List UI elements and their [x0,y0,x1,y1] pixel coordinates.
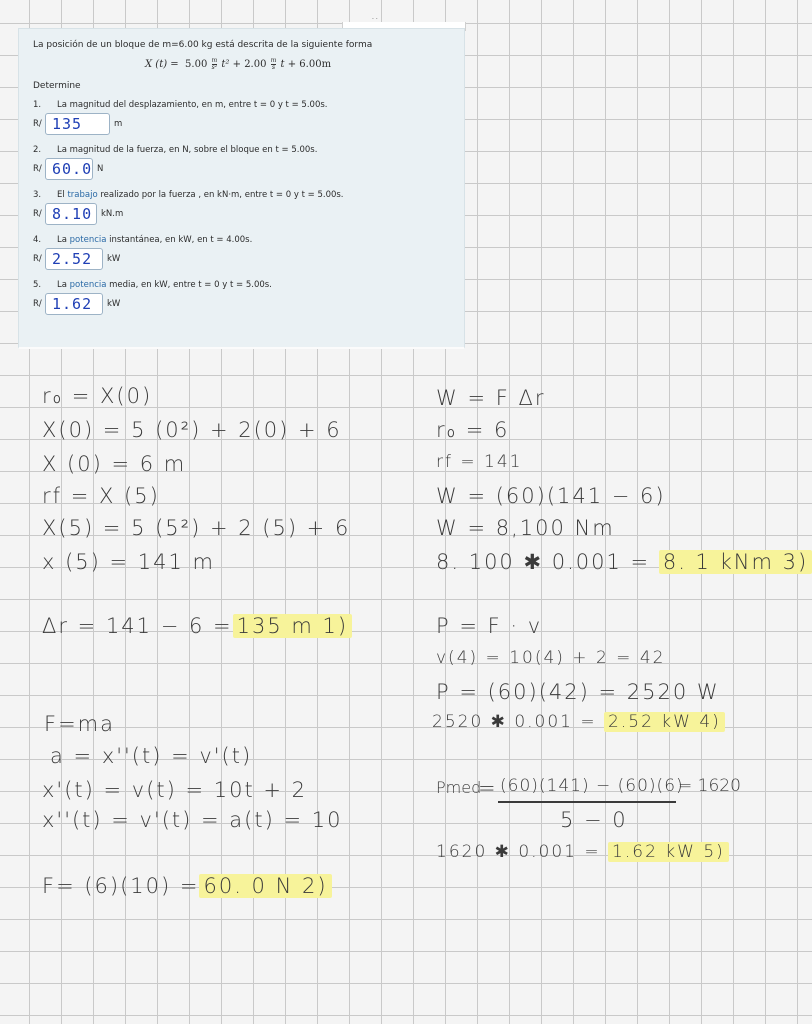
formula-c2: 2.00 [244,59,267,70]
determine-label: Determine [33,81,81,91]
hw-left-line-8: F=ma [44,712,115,736]
formula-unit2-den: s [271,64,276,71]
answer-input-3[interactable]: 8.10 [45,203,97,225]
hw-left-line-7 [42,614,352,638]
hw-power-conversion: 2520 ✱ 0.001 = [432,712,597,732]
answer-unit: kW [107,299,121,309]
answer-input-1[interactable]: 135 [45,113,110,135]
question-text-post: instantánea, en kW, en t = 4.00s. [106,235,253,245]
hw-right-line-6 [436,550,812,574]
hw-right-line-10 [432,712,725,732]
hw-right-line-5: W = 8,100 Nm [436,516,615,540]
question-number: 2. [33,145,42,155]
answer-unit: N [97,164,104,174]
tab-dots: · · [372,16,378,23]
hw-left-line-9: a = x''(t) = v'(t) [50,744,253,768]
hw-right-line-4: W = (60)(141 − 6) [436,484,666,508]
answer-input-5[interactable]: 1.62 [45,293,103,315]
answer-prefix: R/ [33,164,42,174]
trabajo-link[interactable]: trabajo [67,190,98,200]
question-number: 4. [33,235,42,245]
answer-prefix: R/ [33,209,42,219]
formula-unit1-den: s² [211,64,218,71]
hw-left-line-2: X(0) = 5 (0²) + 2(0) + 6 [42,418,342,442]
hw-left-line-3: X (0) = 6 m [42,452,187,476]
hw-right-line-8: v(4) = 10(4) + 2 = 42 [436,648,666,668]
answer-unit: m [114,119,123,129]
question-text-post: realizado por la fuerza , en kN·m, entre t = 0 y t = 5.00s. [97,190,344,200]
hw-left-line-1: r₀ = X(0) [42,384,153,408]
formula-t1: t² [221,59,230,70]
answer-4-highlight: 2.52 kW 4) [604,712,725,732]
hw-pmed-symbol: Pmed [436,778,482,797]
answer-2-highlight: 60. 0 N 2) [199,874,331,898]
hw-right-line-12 [436,842,729,862]
hw-right-line-9: P = (60)(42) = 2520 W [436,680,720,704]
formula-plus1: + [232,59,241,70]
question-number: 3. [33,190,42,200]
answer-5-highlight: 1.62 kW 5) [608,842,729,862]
hw-work-conversion: 8. 100 ✱ 0.001 = [436,550,651,574]
question-number: 1. [33,100,42,110]
hw-pmed-result: = 1620 [678,776,741,796]
question-2 [33,145,317,155]
formula-lhs: X (t) = [145,59,179,70]
answer-input-4[interactable]: 2.52 [45,248,103,270]
hw-left-line-11: x''(t) = v'(t) = a(t) = 10 [42,808,343,832]
answer-1-highlight: 135 m 1) [233,614,352,638]
potencia-link[interactable]: potencia [69,235,107,245]
hw-left-line-4: rf = X (5) [42,484,160,508]
answer-input-2[interactable]: 60.0 [45,158,93,180]
hw-displacement-calc: Δr = 141 − 6 = [42,614,233,638]
question-text: La magnitud de la fuerza, en N, sobre el bloque en t = 5.00s. [57,145,318,155]
formula-c1: 5.00 [185,59,208,70]
hw-pmed-equals: = [478,776,498,800]
question-number: 5. [33,280,42,290]
question-4 [33,235,252,245]
position-formula [145,58,331,71]
hw-right-line-7: P = F · v [436,614,543,638]
question-1 [33,100,327,110]
hw-right-line-3: rf = 141 [436,452,523,472]
hw-pmed-numerator: (60)(141) − (60)(6) [500,776,684,796]
answer-unit: kN.m [101,209,124,219]
question-5 [33,280,272,290]
problem-intro: La posición de un bloque de m=6.00 kg está descrita de la siguiente forma [33,40,373,50]
hw-left-line-12 [42,874,332,898]
question-text-pre: El [57,190,68,200]
hw-pmed-denominator: 5 − 0 [560,808,628,832]
answer-3-highlight: 8. 1 kNm 3) [659,550,812,574]
formula-tail: + 6.00m [287,59,332,70]
formula-unit1-num: m [211,57,218,64]
hw-left-line-5: X(5) = 5 (5²) + 2 (5) + 6 [42,516,351,540]
problem-card [18,28,465,349]
answer-prefix: R/ [33,254,42,264]
formula-unit1 [212,58,218,71]
question-3 [33,190,344,200]
hw-left-line-10: x'(t) = v(t) = 10t + 2 [42,778,308,802]
hw-right-line-1: W = F Δr [436,386,546,410]
question-text-pre: La [57,235,70,245]
potencia-link[interactable]: potencia [69,280,107,290]
answer-prefix: R/ [33,299,42,309]
formula-unit2 [271,58,277,71]
hw-right-line-2: r₀ = 6 [436,418,510,442]
question-text: La magnitud del desplazamiento, en m, entre t = 0 y t = 5.00s. [57,100,328,110]
question-text-post: media, en kW, entre t = 0 y t = 5.00s. [106,280,272,290]
formula-t2: t [280,59,285,70]
question-text-pre: La [57,280,70,290]
hw-left-line-6: x (5) = 141 m [42,550,216,574]
hw-pmed-conversion: 1620 ✱ 0.001 = [436,842,601,862]
answer-unit: kW [107,254,121,264]
hw-force-calc: F= (6)(10) = [42,874,200,898]
hw-fraction-bar [498,801,676,803]
answer-prefix: R/ [33,119,42,129]
formula-unit2-num: m [270,57,277,64]
